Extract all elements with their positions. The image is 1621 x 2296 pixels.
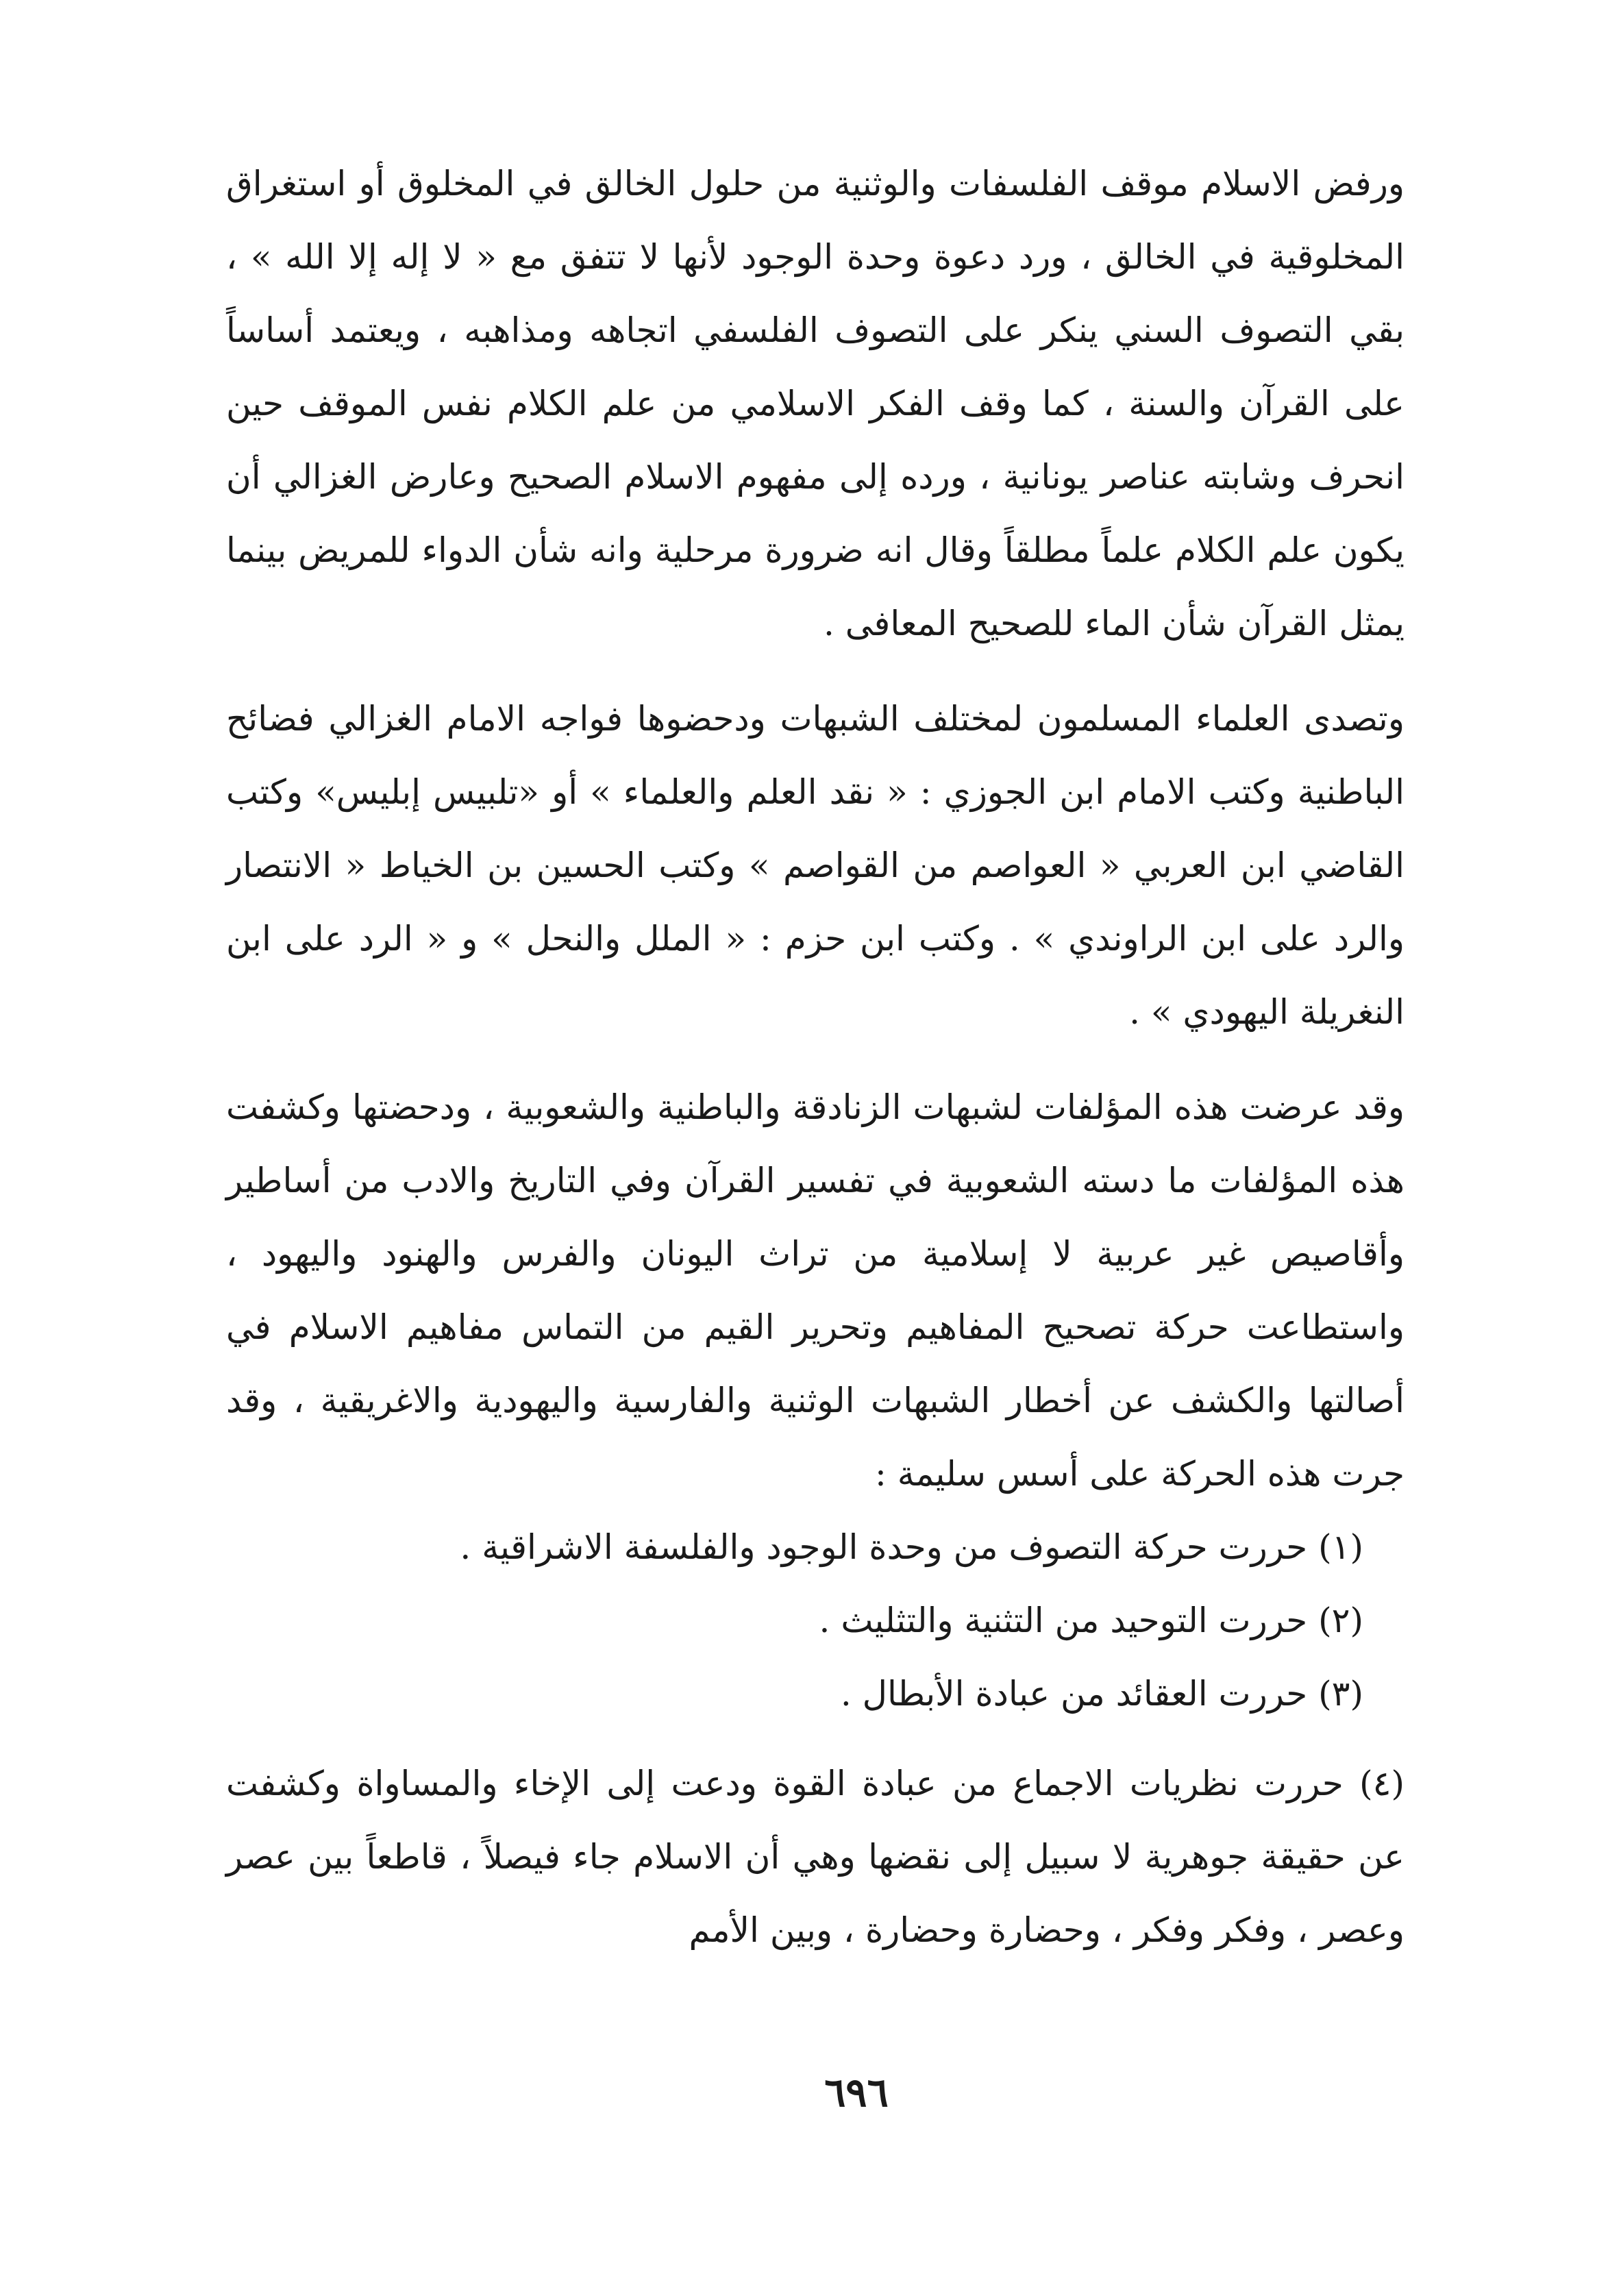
page-body bbox=[226, 147, 1405, 1967]
list-item-3: (٣) حررت العقائد من عبادة الأبطال . bbox=[840, 1674, 1363, 1714]
list-item-2: (٢) حررت التوحيد من التثنية والتثليث . bbox=[819, 1601, 1363, 1640]
page-number: ٦٩٦ bbox=[824, 2069, 889, 2116]
list-item-1: (١) حررت حركة التصوف من وحدة الوجود والفلسفة الاشراقية . bbox=[460, 1527, 1363, 1567]
paragraph-2: وتصدى العلماء المسلمون لمختلف الشبهات ودحضوها فواجه الامام الغزالي فضائح الباطنية وكتب الامام ابن الجوزي : « نقد العلم والعلماء » أو «تلبيس إبليس» وكتب القاضي ابن العربي « العواصم من القواصم » وكتب الحسين بن الخياط « الانتصار والرد على ابن الراوندي » . وكتب ابن حزم : « الملل والنحل » و « الرد على ابن النغريلة اليهودي » . bbox=[226, 699, 1405, 1032]
paragraph-1: ورفض الاسلام موقف الفلسفات والوثنية من حلول الخالق في المخلوق أو استغراق المخلوقية في الخالق ، ورد دعوة وحدة الوجود لأنها لا تتفق مع « لا إله إلا الله » ، بقي التصوف السني ينكر على التصوف الفلسفي اتجاهه ومذاهبه ، ويعتمد أساساً على القرآن والسنة ، كما وقف الفكر الاسلامي من علم الكلام نفس الموقف حين انحرف وشابته عناصر يونانية ، ورده إلى مفهوم الاسلام الصحيح وعارض الغزالي أن يكون علم الكلام علماً مطلقاً وقال انه ضرورة مرحلية وانه شأن الدواء للمريض بينما يمثل القرآن شأن الماء للصحيح المعافى . bbox=[226, 164, 1405, 643]
list-item-4: (٤) حررت نظريات الاجماع من عبادة القوة ودعت إلى الإخاء والمساواة وكشفت عن حقيقة جوهرية لا سبيل إلى نقضها وهي أن الاسلام جاء فيصلاً ، قاطعاً بين عصر وعصر ، وفكر وفكر ، وحضارة وحضارة ، وبين الأمم bbox=[226, 1764, 1405, 1950]
paragraph-3: وقد عرضت هذه المؤلفات لشبهات الزنادقة والباطنية والشعوبية ، ودحضتها وكشفت هذه المؤلفات ما دسته الشعوبية في تفسير القرآن وفي التاريخ والادب من أساطير وأقاصيص غير عربية لا إسلامية من تراث اليونان والفرس والهنود واليهود ، واستطاعت حركة تصحيح المفاهيم وتحرير القيم من التماس مفاهيم الاسلام في أصالتها والكشف عن أخطار الشبهات الوثنية والفارسية واليهودية والاغريقية ، وقد جرت هذه الحركة على أسس سليمة : bbox=[226, 1087, 1405, 1494]
